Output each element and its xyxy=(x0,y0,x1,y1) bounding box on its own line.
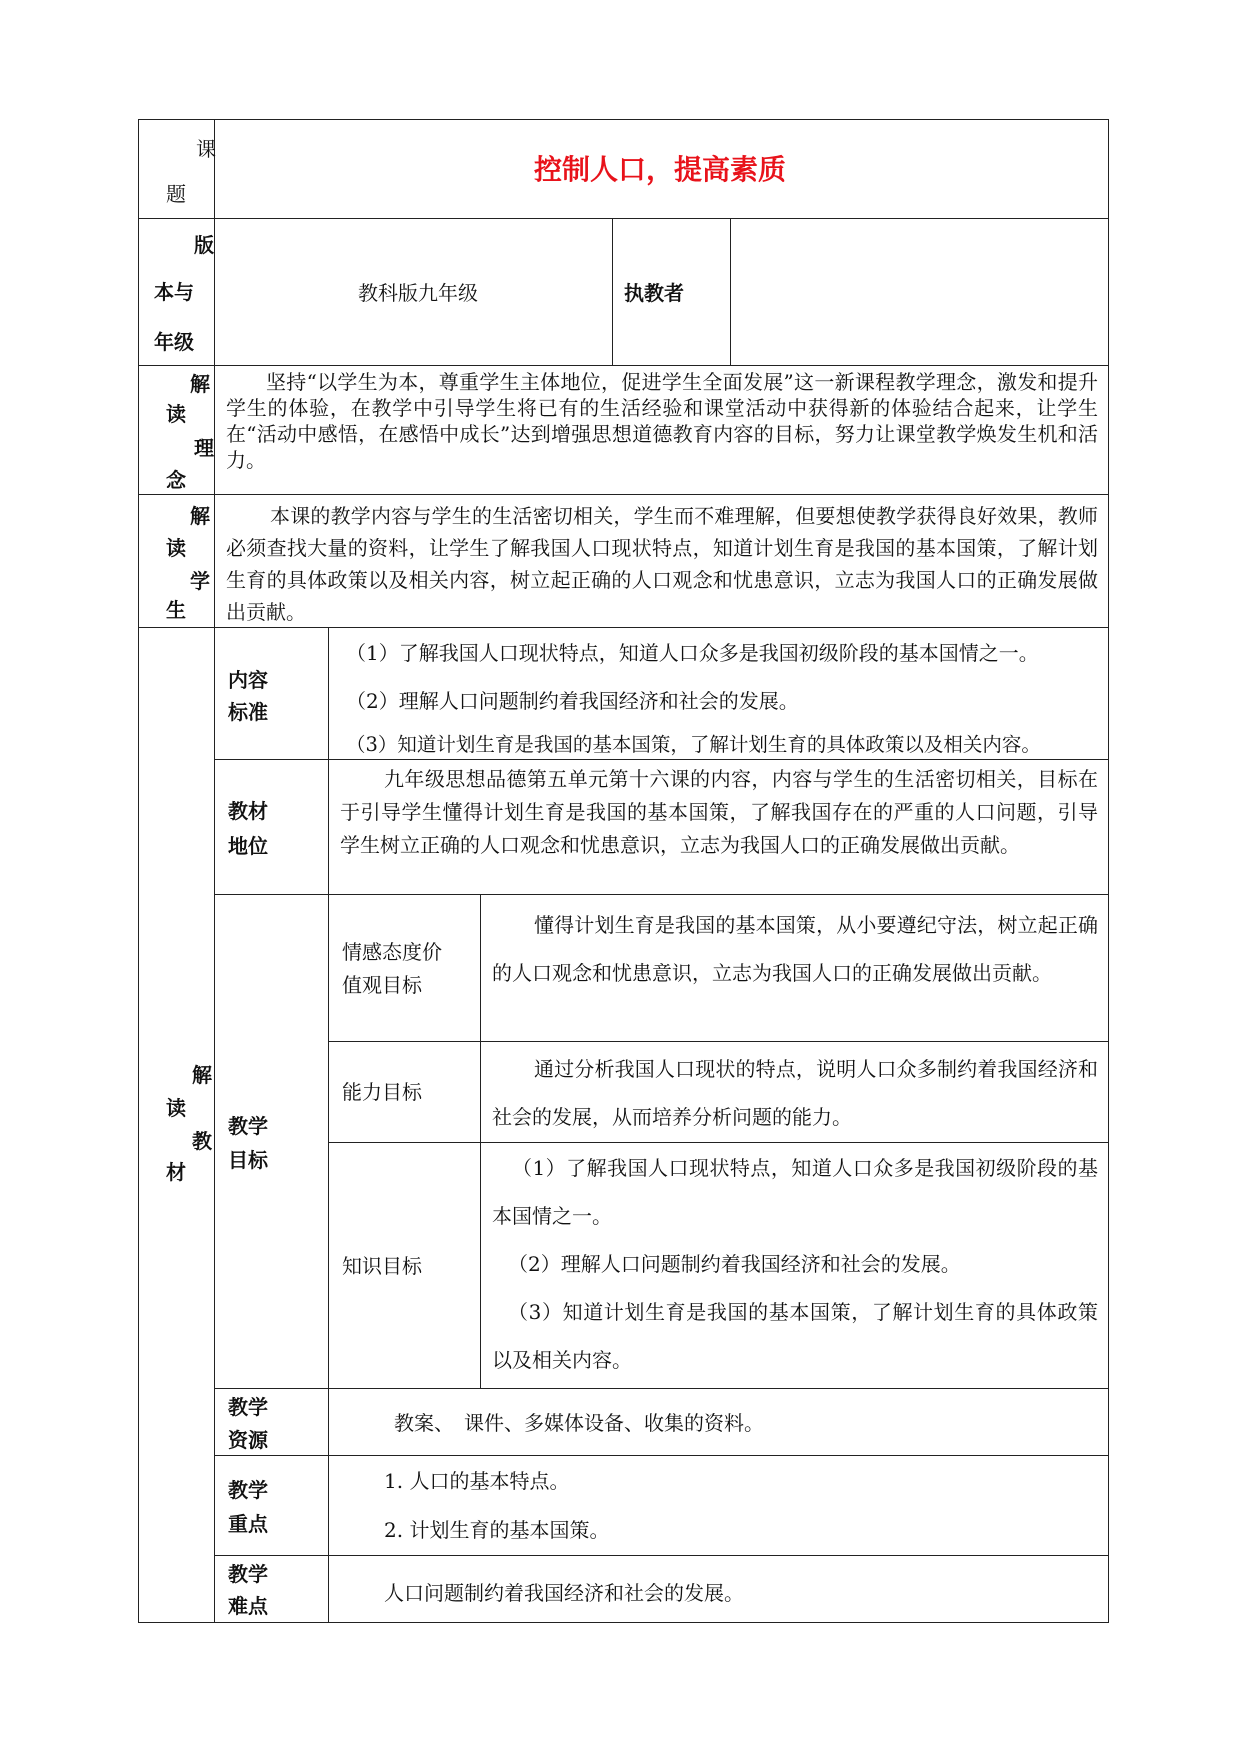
key-point-item-1: 1. 人口的基本特点。 xyxy=(384,1469,570,1493)
goals-label-line2: 目标 xyxy=(228,1148,268,1172)
row-divider xyxy=(214,1455,1109,1456)
knowledge-goal-text xyxy=(492,1144,1098,1384)
column-divider xyxy=(214,119,215,1623)
table-border-right xyxy=(1108,119,1109,1623)
ability-goal-paragraph: 通过分析我国人口现状的特点，说明人口众多制约着我国经济和社会的发展，从而培养分析问题的能力。 xyxy=(492,1057,1098,1129)
row-divider xyxy=(138,365,1109,366)
students-label-line2: 读 xyxy=(166,536,186,560)
students-text xyxy=(226,500,1098,628)
version-value: 教科版九年级 xyxy=(358,281,478,305)
students-label-line1: 解 xyxy=(190,504,210,528)
teacher-label: 执教者 xyxy=(624,281,684,305)
knowledge-goal-item-1: （1）了解我国人口现状特点，知道人口众多是我国初级阶段的基本国情之一。 xyxy=(492,1156,1098,1228)
row-divider xyxy=(214,894,1109,895)
key-points-label-line1: 教学 xyxy=(228,1478,268,1502)
content-standard-item-1: （1）了解我国人口现状特点，知道人口众多是我国初级阶段的基本国情之一。 xyxy=(346,641,1039,665)
difficulties-label-line1: 教学 xyxy=(228,1562,268,1586)
row-divider xyxy=(138,218,1109,219)
students-label-line3: 学 xyxy=(190,569,210,593)
position-paragraph: 九年级思想品德第五单元第十六课的内容，内容与学生的生活密切相关，目标在于引导学生懂得计划生育是我国的基本国策，了解我国存在的严重的人口问题，引导学生树立正确的人口观念和忧患意识，立志为我国人口的正确发展做出贡献。 xyxy=(340,767,1098,857)
emotion-goal-text xyxy=(492,901,1098,997)
students-label-line4: 生 xyxy=(166,598,186,622)
concept-label-line1: 解 xyxy=(190,372,210,396)
textbook-label-line2: 读 xyxy=(166,1096,186,1120)
content-standard-label-line2: 标准 xyxy=(228,700,268,724)
emotion-goal-label-line1: 情感态度价 xyxy=(342,940,442,964)
subject-label-line2: 题 xyxy=(166,182,186,206)
students-paragraph: 本课的教学内容与学生的生活密切相关，学生而不难理解，但要想使教学获得良好效果，教师必须查找大量的资料，让学生了解我国人口现状特点，知道计划生育是我国的基本国策，了解计划生育的具体政策以及相关内容，树立起正确的人口观念和忧患意识，立志为我国人口的正确发展做出贡献。 xyxy=(226,504,1098,624)
knowledge-goal-label: 知识目标 xyxy=(342,1254,422,1278)
column-divider xyxy=(480,894,481,1388)
resources-text: 教案、 课件、多媒体设备、收集的资料。 xyxy=(394,1411,764,1435)
version-label-line2: 本与 xyxy=(154,280,194,304)
emotion-goal-label-line2: 值观目标 xyxy=(342,973,422,997)
row-divider xyxy=(328,1041,1109,1042)
content-standard-item-3: （3）知道计划生育是我国的基本国策，了解计划生育的具体政策以及相关内容。 xyxy=(346,733,1041,756)
concept-paragraph: 坚持“以学生为本，尊重学生主体地位，促进学生全面发展”这一新课程教学理念，激发和提升学生的体验，在教学中引导学生将已有的生活经验和课堂活动中获得新的体验结合起来，让学生在“活动中感悟，在感悟中成长”达到增强思想道德教育内容的目标，努力让课堂教学焕发生机和活力。 xyxy=(226,370,1098,472)
column-divider xyxy=(328,627,329,1623)
content-standard-label-line1: 内容 xyxy=(228,668,268,692)
key-points-label-line2: 重点 xyxy=(228,1512,268,1536)
version-label-line1: 版 xyxy=(194,233,214,257)
concept-label-line3: 理 xyxy=(194,436,214,460)
knowledge-goal-item-3: （3）知道计划生育是我国的基本国策，了解计划生育的具体政策以及相关内容。 xyxy=(492,1300,1098,1372)
row-divider xyxy=(214,1388,1109,1389)
subject-label-line1: 课 xyxy=(196,137,216,161)
lesson-title: 控制人口，提高素质 xyxy=(533,153,786,186)
textbook-label-line4: 材 xyxy=(166,1160,186,1184)
version-label-line3: 年级 xyxy=(154,330,194,354)
ability-goal-label: 能力目标 xyxy=(342,1080,422,1104)
difficulties-label-line2: 难点 xyxy=(228,1594,268,1618)
textbook-label-line3: 教 xyxy=(192,1129,212,1153)
concept-label-line4: 念 xyxy=(166,468,186,492)
emotion-goal-paragraph: 懂得计划生育是我国的基本国策，从小要遵纪守法，树立起正确的人口观念和忧患意识，立志为我国人口的正确发展做出贡献。 xyxy=(492,913,1098,985)
row-divider xyxy=(138,494,1109,495)
knowledge-goal-item-2: （2）理解人口问题制约着我国经济和社会的发展。 xyxy=(508,1252,961,1276)
column-divider xyxy=(612,218,613,365)
goals-label-line1: 教学 xyxy=(228,1114,268,1138)
concept-text xyxy=(226,369,1098,473)
table-border-bottom xyxy=(138,1622,1109,1623)
position-label-line1: 教材 xyxy=(228,799,268,823)
concept-label-line2: 读 xyxy=(166,402,186,426)
row-divider xyxy=(214,759,1109,760)
row-divider xyxy=(328,1142,1109,1143)
table-border-left xyxy=(138,119,139,1623)
resources-label-line2: 资源 xyxy=(228,1428,268,1452)
position-text xyxy=(340,763,1098,862)
key-point-item-2: 2. 计划生育的基本国策。 xyxy=(384,1518,610,1542)
textbook-label-line1: 解 xyxy=(192,1063,212,1087)
table-border-top xyxy=(138,119,1109,120)
resources-label-line1: 教学 xyxy=(228,1395,268,1419)
content-standard-item-2: （2）理解人口问题制约着我国经济和社会的发展。 xyxy=(346,689,799,713)
column-divider xyxy=(730,218,731,365)
position-label-line2: 地位 xyxy=(228,834,268,858)
ability-goal-text xyxy=(492,1045,1098,1141)
difficulties-text: 人口问题制约着我国经济和社会的发展。 xyxy=(384,1581,744,1605)
row-divider xyxy=(214,1555,1109,1556)
